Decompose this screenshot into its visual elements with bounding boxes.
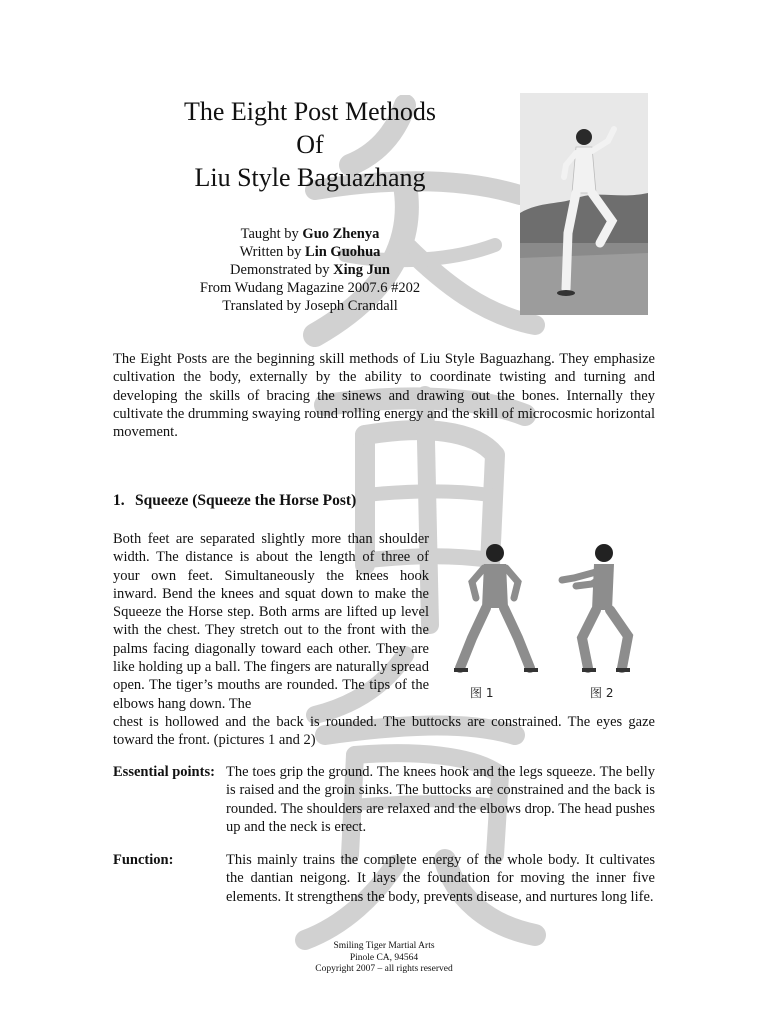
footer-line-3: Copyright 2007 – all rights reserved (315, 964, 453, 974)
footer-line-1: Smiling Tiger Martial Arts (333, 941, 435, 951)
document-title (150, 95, 470, 194)
demonstrator-photo (520, 93, 648, 315)
section-1-title: Squeeze (Squeeze the Horse Post) (135, 492, 357, 509)
title-line-1: The Eight Post Methods (183, 97, 437, 126)
credit-translator: Translated by Joseph Crandall (222, 298, 398, 314)
figures-1-2 (440, 538, 655, 706)
function-label: Function: (113, 852, 174, 868)
function-section (113, 851, 655, 926)
figure-1-image (446, 538, 544, 678)
essential-points-label: Essential points: (113, 764, 215, 780)
page-footer (284, 941, 484, 976)
credits-block (160, 225, 460, 315)
section-1-heading (113, 492, 356, 510)
credit-demonstrated: Demonstrated by Xing Jun (230, 262, 390, 278)
intro-paragraph: The Eight Posts are the beginning skill methods of Liu Style Baguazhang. They emphasize cultivation the body, externally by the ability to coordinate twisting and turning and developing the skills of bracing the sinews and drawing out the bones. Internally they cultivate the drumming swaying round rolling energy and the skill of microcosmic horizontal movement. (113, 351, 655, 441)
figure-2-image (552, 538, 650, 678)
credit-source: From Wudang Magazine 2007.6 #202 (199, 280, 421, 296)
credit-taught: Taught by Guo Zhenya (240, 226, 380, 242)
section-1-text-wrapped: Both feet are separated slightly more than shoulder width. The distance is about the length of three of your own feet. Simultaneously the knees hook inward. Bend the knees and squat down to make the Squeeze the Horse step. Both arms are lifted up level with the chest. They stretch out to the front with the palms facing diagonally toward each other. They are like holding up a ball. The fingers are naturally spread open. The tiger’s mouths are rounded. The tips of the elbows hang down. The (113, 531, 429, 712)
figure-1-caption: 图 1 (470, 686, 494, 700)
credit-written: Written by Lin Guohua (239, 244, 381, 260)
title-line-3: Liu Style Baguazhang (194, 163, 426, 192)
essential-points (113, 763, 655, 838)
title-line-2: Of (296, 130, 324, 159)
section-1-number: 1. (113, 492, 125, 509)
footer-line-2: Pinole CA, 94564 (349, 952, 419, 963)
function-text: This mainly trains the complete energy of the whole body. It cultivates the dantian neigong. It lays the foundation for moving the inner five elements. It strengthens the body, prevents disease, and nurtures long life. (226, 852, 655, 905)
essential-points-text: The toes grip the ground. The knees hook and the legs squeeze. The belly is raised and the groin sinks. The buttocks are constrained and the back is rounded. The shoulders are relaxed and the elbows drop. The head pushes up and the neck is erect. (226, 764, 655, 835)
figure-2-caption: 图 2 (590, 686, 614, 700)
section-1-text-full: chest is hollowed and the back is rounded. The buttocks are constrained. The eyes gaze toward the front. (pictures 1 and 2) (113, 713, 655, 749)
